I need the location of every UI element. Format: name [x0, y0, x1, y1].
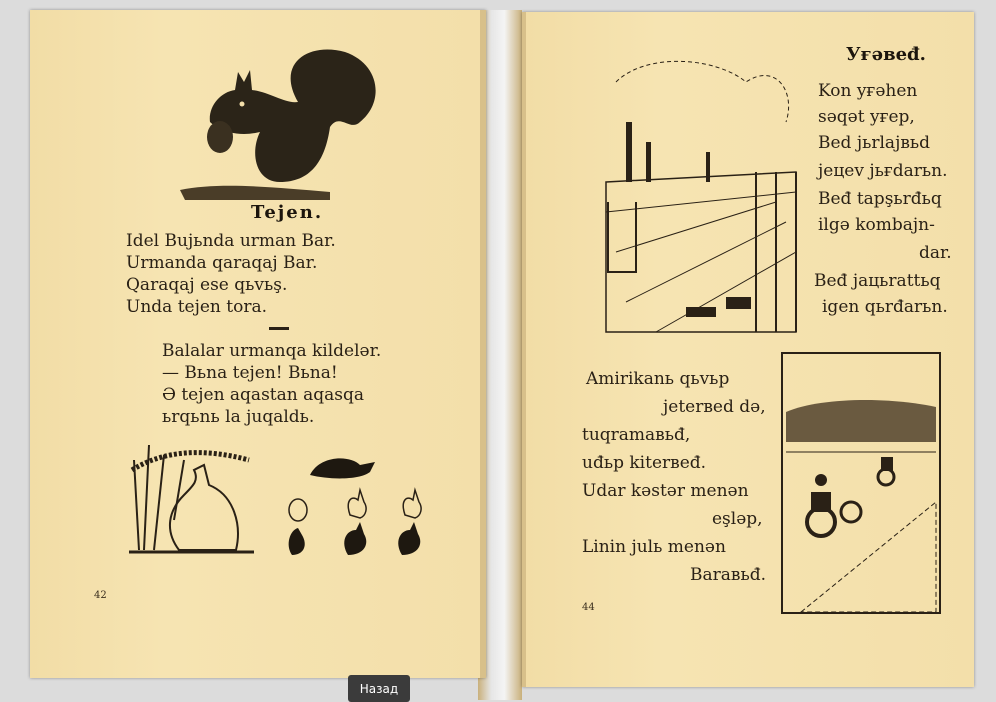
text-line: — Вьna tejen! Вьna! [162, 363, 338, 383]
back-button[interactable]: Назад [348, 675, 410, 702]
left-page [30, 10, 486, 678]
poem-line: ilgə kombajn- [818, 215, 935, 235]
poem-line: Beđ jaцьrattьq [814, 271, 941, 291]
factory-illustration [596, 52, 811, 342]
poem-line: səqət yғер, [818, 107, 915, 127]
hare-silhouettes [280, 450, 440, 560]
poem-line: igen qьrđarьn. [822, 297, 948, 317]
page-number: 42 [94, 590, 107, 601]
poem-line: Linin julь menən [582, 537, 726, 557]
poem-line: Kon yғəhen [818, 81, 918, 101]
hare-illustration [124, 440, 264, 560]
poem-line: Bed jьrlajвьd [818, 133, 931, 153]
poem-line: Baraвьđ. [690, 565, 767, 585]
text-line: Ə tejen aqastan aqasqa [162, 385, 365, 405]
text-line: Balalar urmanqa kildelər. [162, 341, 382, 361]
text-line: Qaraqaj ese qьvьş. [126, 275, 288, 295]
page-number: 44 [582, 602, 595, 613]
poem-line: dar. [919, 243, 952, 263]
poem-line: jeterвed də, [663, 397, 766, 417]
poem-line: Udar kəstər menən [582, 481, 749, 501]
poem-line: tuqramaвьđ, [582, 425, 691, 445]
text-line: Idel Bujьnda urman Bar. [126, 231, 336, 251]
squirrel-illustration [180, 42, 390, 202]
poem-line: Amirikanь qьvьр [586, 369, 730, 389]
section-divider [269, 327, 289, 330]
poem-line: uđьр kiterвеđ. [582, 453, 707, 473]
poem-line: eşləp, [712, 509, 763, 529]
text-line: Urmanda qaraqaj Bar. [126, 253, 318, 273]
poem-line: Beđ tapşьrđьq [818, 189, 942, 209]
right-page [522, 12, 974, 687]
page-title: Уғəвеđ. [846, 44, 926, 65]
poem-line: jeцev jьғdarьn. [818, 161, 948, 181]
page-title: Tejen. [251, 202, 324, 223]
text-line: ьrqьnь la juqaldь. [162, 407, 315, 427]
text-line: Unda tejen tora. [126, 297, 268, 317]
tractor-illustration [781, 352, 941, 614]
